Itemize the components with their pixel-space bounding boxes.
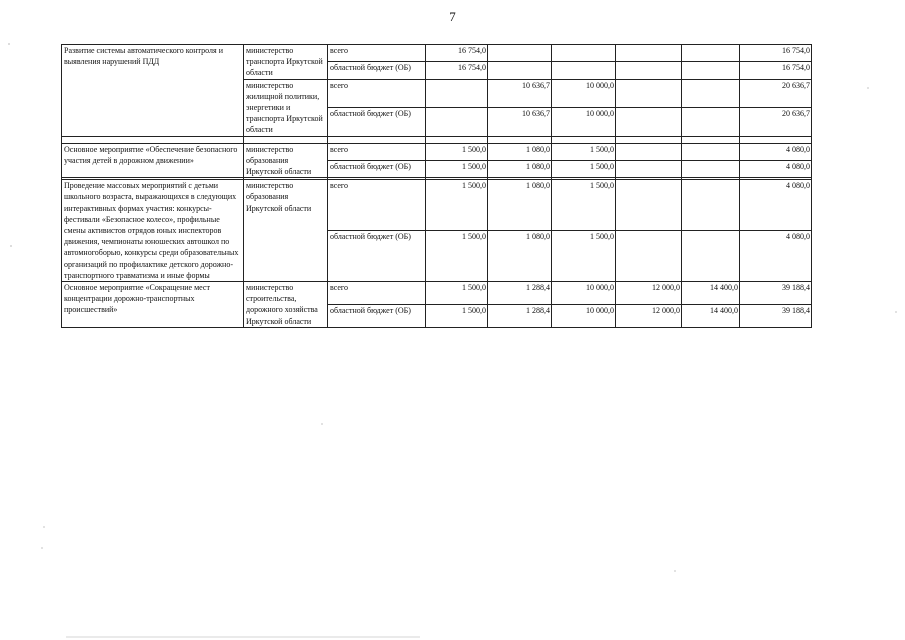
- amount-cell: 20 636,7: [740, 108, 812, 137]
- amount-cell: 1 500,0: [426, 160, 488, 177]
- amount-cell: [682, 79, 740, 108]
- amount-cell: 1 288,4: [488, 304, 552, 327]
- amount-cell: [488, 45, 552, 62]
- empty-cell: [682, 136, 740, 143]
- amount-cell: [552, 62, 616, 79]
- funding-source-cell: областной бюджет (ОБ): [328, 231, 426, 282]
- spacer-row: [62, 136, 812, 143]
- amount-cell: [616, 108, 682, 137]
- amount-cell: 14 400,0: [682, 304, 740, 327]
- amount-cell: [552, 45, 616, 62]
- amount-cell: 1 500,0: [552, 180, 616, 231]
- amount-cell: 16 754,0: [426, 62, 488, 79]
- funding-source-cell: всего: [328, 143, 426, 160]
- activity-cell: Основное мероприятие «Обеспечение безопасного участия детей в дорожном движении»: [62, 143, 244, 178]
- amount-cell: 10 000,0: [552, 108, 616, 137]
- amount-cell: 12 000,0: [616, 282, 682, 305]
- amount-cell: 1 500,0: [552, 231, 616, 282]
- amount-cell: 1 500,0: [426, 282, 488, 305]
- amount-cell: 1 500,0: [426, 231, 488, 282]
- amount-cell: 39 188,4: [740, 304, 812, 327]
- amount-cell: 1 288,4: [488, 282, 552, 305]
- amount-cell: 12 000,0: [616, 304, 682, 327]
- amount-cell: 1 500,0: [552, 143, 616, 160]
- table-row: [62, 143, 812, 160]
- activity-cell: Развитие системы автоматического контроля и выявления нарушений ПДД: [62, 45, 244, 137]
- amount-cell: 1 080,0: [488, 180, 552, 231]
- empty-cell: [552, 136, 616, 143]
- funding-source-cell: областной бюджет (ОБ): [328, 62, 426, 79]
- amount-cell: 1 500,0: [426, 143, 488, 160]
- amount-cell: 16 754,0: [426, 45, 488, 62]
- amount-cell: 1 500,0: [552, 160, 616, 177]
- funding-source-cell: всего: [328, 180, 426, 231]
- amount-cell: 4 080,0: [740, 231, 812, 282]
- amount-cell: [488, 62, 552, 79]
- amount-cell: 10 000,0: [552, 282, 616, 305]
- amount-cell: [682, 160, 740, 177]
- amount-cell: [682, 180, 740, 231]
- amount-cell: 10 636,7: [488, 108, 552, 137]
- executor-cell: министерство строительства, дорожного хозяйства Иркутской области: [244, 282, 328, 328]
- amount-cell: 10 636,7: [488, 79, 552, 108]
- amount-cell: 4 080,0: [740, 160, 812, 177]
- funding-source-cell: областной бюджет (ОБ): [328, 108, 426, 137]
- empty-cell: [740, 136, 812, 143]
- amount-cell: [682, 143, 740, 160]
- executor-cell: министерство жилищной политики, энергетики и транспорта Иркутской области: [244, 79, 328, 136]
- amount-cell: [682, 231, 740, 282]
- amount-cell: [426, 108, 488, 137]
- table-row: [62, 45, 812, 62]
- table-row: [62, 282, 812, 305]
- empty-cell: [426, 136, 488, 143]
- executor-cell: министерство образования Иркутской области: [244, 180, 328, 282]
- executor-cell: министерство образования Иркутской области: [244, 143, 328, 178]
- amount-cell: [616, 231, 682, 282]
- executor-cell: министерство транспорта Иркутской области: [244, 45, 328, 80]
- empty-cell: [62, 136, 244, 143]
- activity-cell: Проведение массовых мероприятий с детьми школьного возраста, выражающихся в следующих интерактивных формах участия: конкурсы-фестивали «Безопасное колесо», профильные смены активистов отрядов юных инспекторов движения, чемпионаты юношеских автошкол по автомногоборью, конкурсы среди образовательных организаций по профилактике детского дорожно-транспортного травматизма и иные формы: [62, 180, 244, 282]
- amount-cell: 4 080,0: [740, 143, 812, 160]
- empty-cell: [488, 136, 552, 143]
- amount-cell: 16 754,0: [740, 45, 812, 62]
- amount-cell: [616, 79, 682, 108]
- amount-cell: [616, 45, 682, 62]
- funding-source-cell: областной бюджет (ОБ): [328, 304, 426, 327]
- amount-cell: 1 080,0: [488, 231, 552, 282]
- amount-cell: 10 000,0: [552, 304, 616, 327]
- amount-cell: 20 636,7: [740, 79, 812, 108]
- funding-source-cell: всего: [328, 282, 426, 305]
- amount-cell: [616, 62, 682, 79]
- amount-cell: [426, 79, 488, 108]
- amount-cell: [616, 160, 682, 177]
- amount-cell: 10 000,0: [552, 79, 616, 108]
- funding-source-cell: всего: [328, 45, 426, 62]
- empty-cell: [244, 136, 328, 143]
- amount-cell: 39 188,4: [740, 282, 812, 305]
- empty-cell: [616, 136, 682, 143]
- amount-cell: 1 500,0: [426, 304, 488, 327]
- amount-cell: 1 080,0: [488, 160, 552, 177]
- empty-cell: [328, 136, 426, 143]
- amount-cell: [616, 143, 682, 160]
- amount-cell: [682, 108, 740, 137]
- funding-source-cell: областной бюджет (ОБ): [328, 160, 426, 177]
- amount-cell: [682, 62, 740, 79]
- amount-cell: 14 400,0: [682, 282, 740, 305]
- amount-cell: [616, 180, 682, 231]
- amount-cell: 1 500,0: [426, 180, 488, 231]
- amount-cell: 1 080,0: [488, 143, 552, 160]
- activity-cell: Основное мероприятие «Сокращение мест концентрации дорожно-транспортных происшествий»: [62, 282, 244, 328]
- table-row: [62, 180, 812, 231]
- page-number: 7: [449, 9, 456, 24]
- budget-table: [61, 44, 812, 328]
- funding-source-cell: всего: [328, 79, 426, 108]
- amount-cell: [682, 45, 740, 62]
- amount-cell: 16 754,0: [740, 62, 812, 79]
- amount-cell: 4 080,0: [740, 180, 812, 231]
